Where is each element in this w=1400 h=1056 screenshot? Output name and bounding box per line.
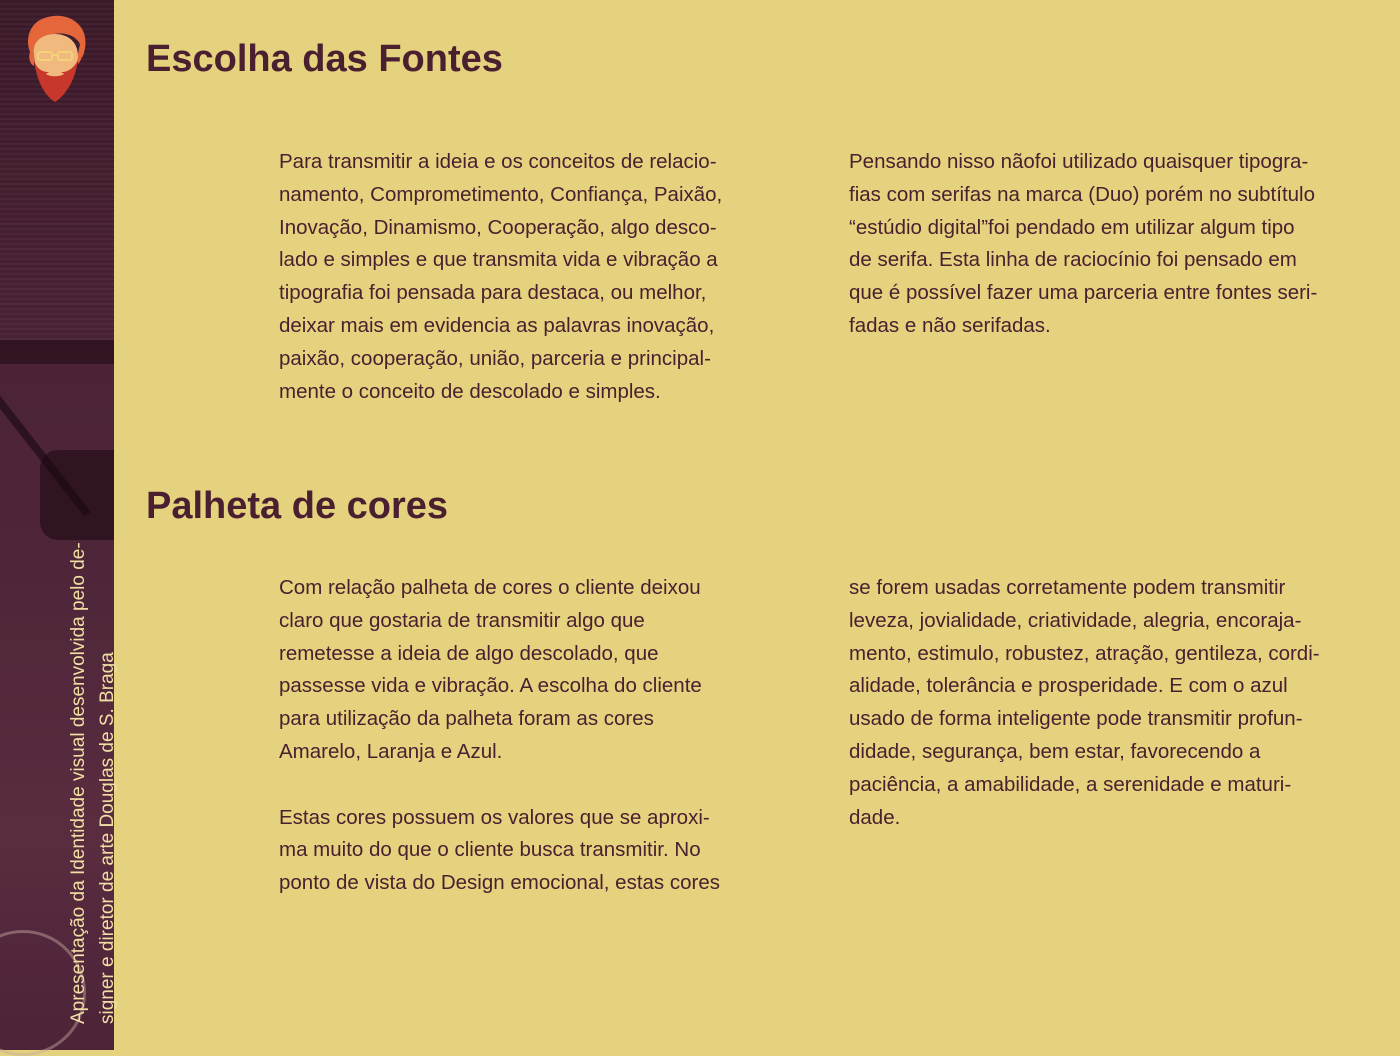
text-line: leveza, jovialidade, criatividade, alegria, encoraja- (849, 608, 1302, 632)
text-line: dade. (849, 805, 901, 829)
text-line: Com relação palheta de cores o cliente deixou (279, 576, 701, 599)
sidebar-panel (0, 0, 118, 1050)
sidebar-caption (64, 464, 122, 1024)
text-line: paixão, cooperação, união, parceria e principal- (279, 346, 711, 370)
text-line: fadas e não serifadas. (849, 313, 1051, 337)
text-line: ma muito do que o cliente busca transmitir. No (279, 838, 701, 862)
text-line: Estas cores possuem os valores que se aproxi- (279, 805, 710, 829)
text-line: Inovação, Dinamismo, Cooperação, algo desco- (279, 215, 717, 239)
text-line: Para transmitir a ideia e os conceitos de relacio- (279, 150, 717, 173)
text-line: tipografia foi pensada para destaca, ou melhor, (279, 281, 707, 305)
colors-text-right (849, 572, 1369, 834)
text-line: mente o conceito de descolado e simples. (279, 379, 661, 403)
text-line: passesse vida e vibração. A escolha do cliente (279, 674, 702, 698)
text-line: Amarelo, Laranja e Azul. (279, 739, 503, 763)
sidebar-caption-line: signer e diretor de arte Douglas de S. Braga (97, 652, 118, 1024)
text-line: deixar mais em evidencia as palavras inovação, (279, 313, 715, 337)
text-line: lado e simples e que transmita vida e vibração a (279, 248, 718, 272)
text-line: namento, Comprometimento, Confiança, Paixão, (279, 182, 723, 206)
text-line: didade, segurança, bem estar, favorecendo a (849, 739, 1261, 763)
text-line: mento, estimulo, robustez, atração, gentileza, cordi- (849, 641, 1320, 665)
paragraph-gap (279, 769, 779, 802)
text-line: claro que gostaria de transmitir algo que (279, 608, 645, 632)
fonts-text-right (849, 146, 1369, 343)
sidebar-band (0, 340, 114, 364)
section-title-colors: Palheta de cores (146, 485, 449, 527)
text-line: alidade, tolerância e prosperidade. E com o azul (849, 674, 1288, 698)
text-line: se forem usadas corretamente podem transmitir (849, 576, 1286, 599)
text-line: Pensando nisso nãofoi utilizado quaisquer tipogra- (849, 150, 1309, 173)
text-line: paciência, a amabilidade, a serenidade e maturi- (849, 772, 1292, 796)
fonts-text-left (279, 146, 779, 408)
text-line: de serifa. Esta linha de raciocínio foi pensado em (849, 248, 1297, 272)
text-line: “estúdio digital”foi pendado em utilizar algum tipo (849, 215, 1295, 239)
text-line: fias com serifas na marca (Duo) porém no subtítulo (849, 182, 1315, 206)
author-avatar-icon (22, 14, 88, 104)
text-line: que é possível fazer uma parceria entre fontes seri- (849, 281, 1318, 305)
text-line: remetesse a ideia de algo descolado, que (279, 641, 659, 665)
text-line: ponto de vista do Design emocional, estas cores (279, 871, 721, 895)
text-line: usado de forma inteligente pode transmitir profun- (849, 707, 1303, 731)
sidebar-caption-line: Apresentação da Identidade visual desenvolvida pelo de- (68, 542, 89, 1024)
colors-text-left (279, 572, 779, 900)
text-line: para utilização da palheta foram as cores (279, 707, 654, 731)
section-title-fonts: Escolha das Fontes (146, 38, 503, 80)
